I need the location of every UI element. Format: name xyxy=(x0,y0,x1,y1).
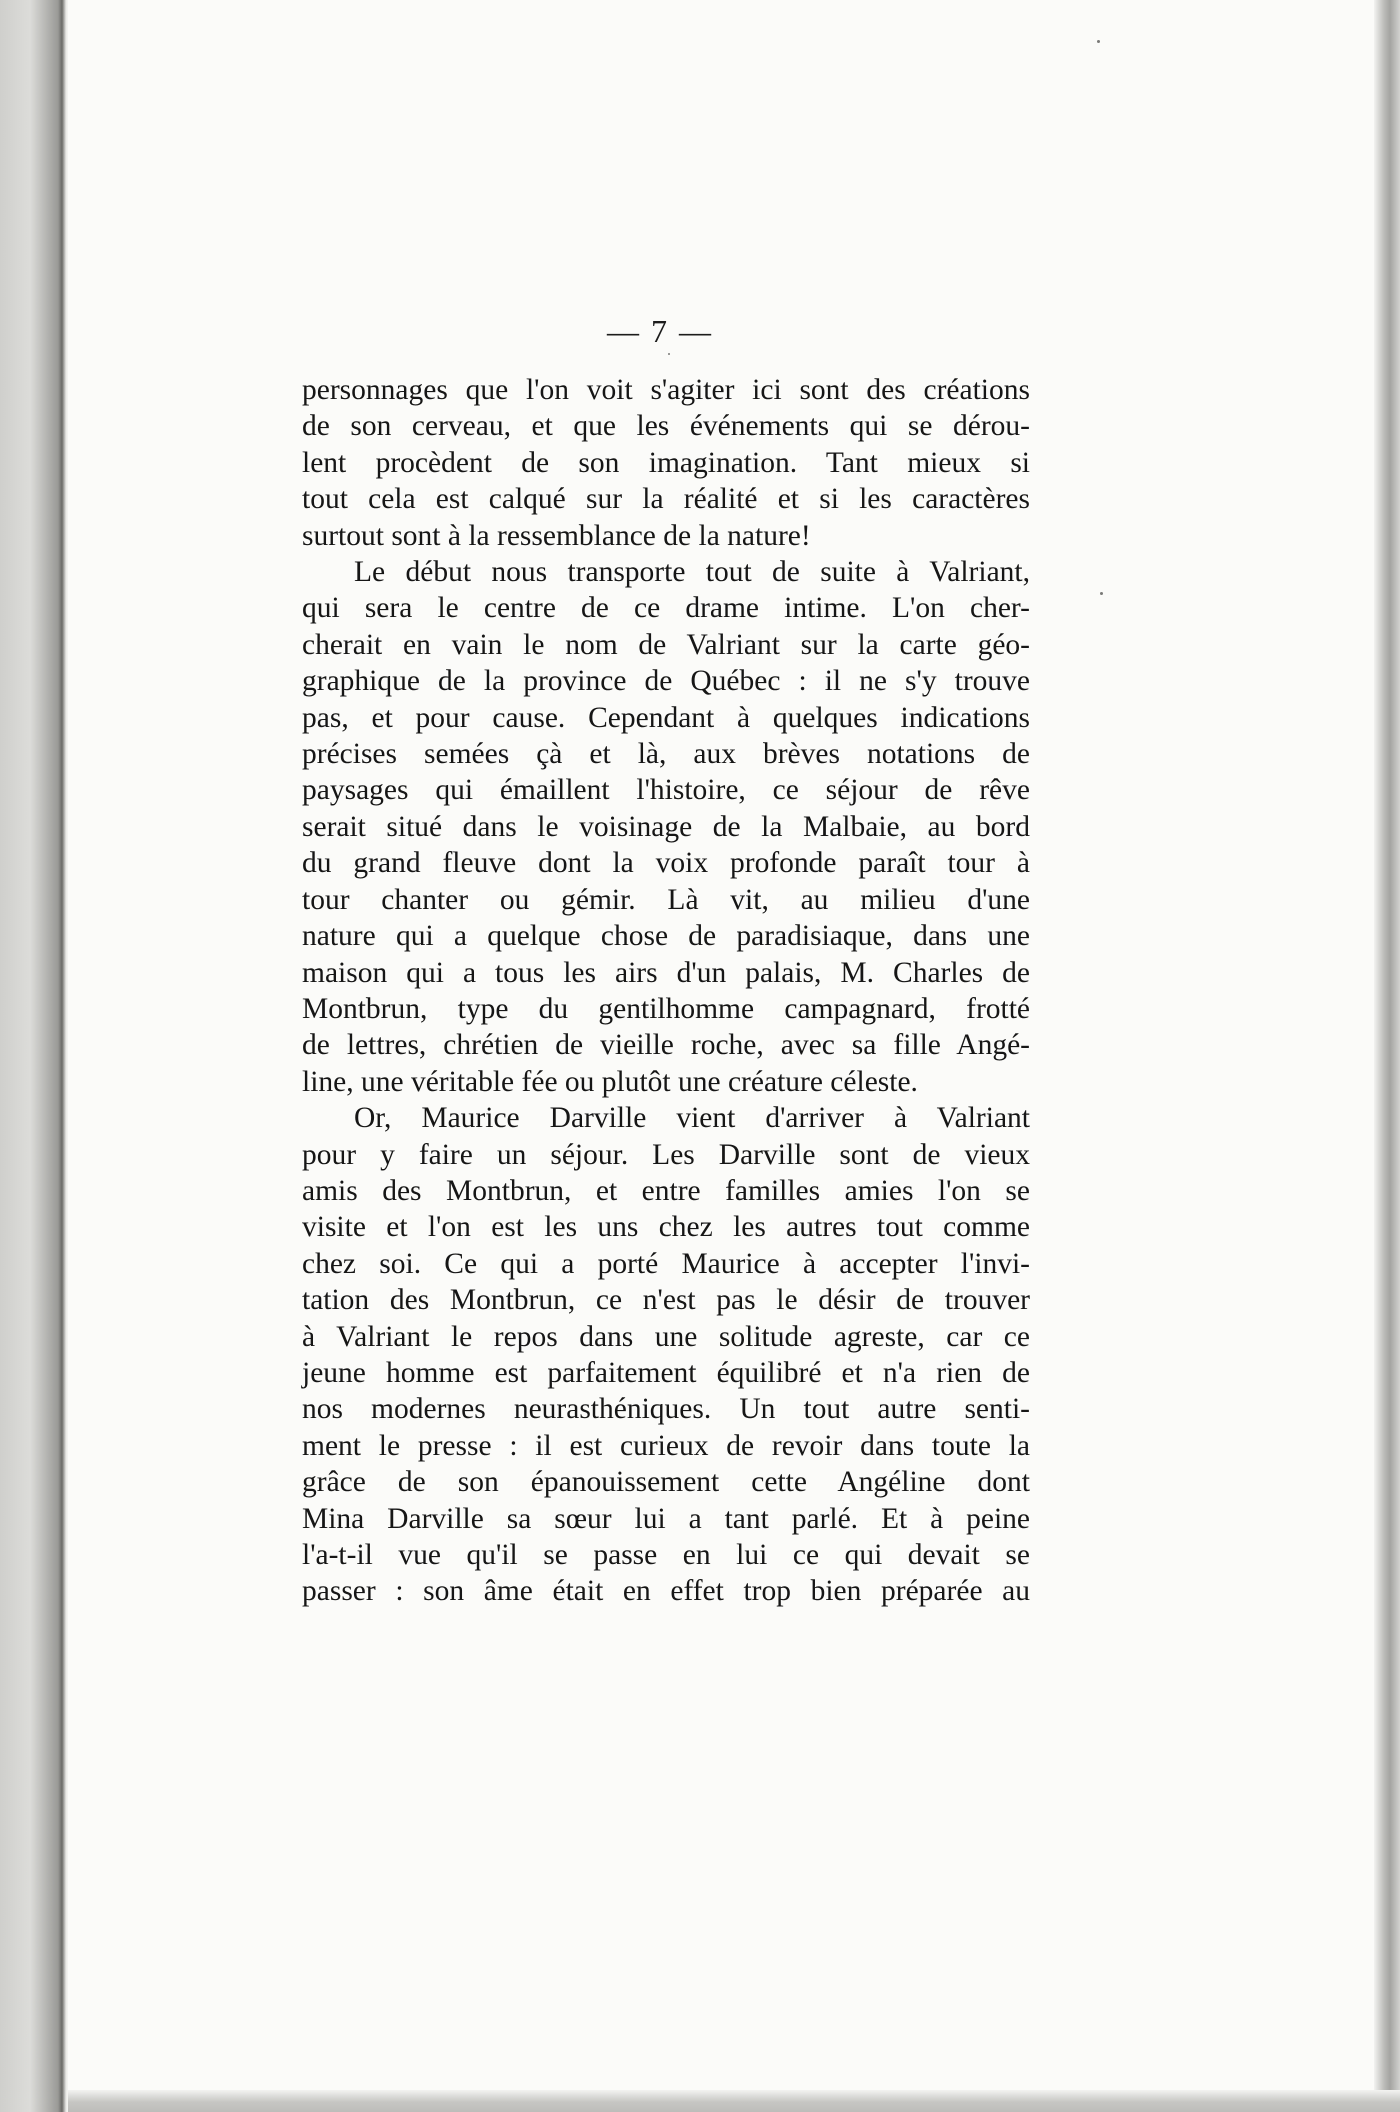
text-line: Mina Darville sa sœur lui a tant parlé. Et à peine xyxy=(302,1502,1030,1535)
text-line: jeune homme est parfaitement équilibré et n'a rien de xyxy=(302,1356,1030,1389)
text-line: nature qui a quelque chose de paradisiaque, dans une xyxy=(302,920,1030,953)
text-line: Montbrun, type du gentilhomme campagnard, frotté xyxy=(302,992,1030,1025)
text-line: paysages qui émaillent l'histoire, ce séjour de rêve xyxy=(302,774,1030,807)
text-line: tation des Montbrun, ce n'est pas le désir de trouver xyxy=(302,1284,1030,1317)
text-line: lent procèdent de son imagination. Tant mieux si xyxy=(302,446,1030,479)
text-line: chez soi. Ce qui a porté Maurice à accepter l'invi- xyxy=(302,1247,1030,1280)
text-line: amis des Montbrun, et entre familles amies l'on se xyxy=(302,1174,1030,1207)
text-line: surtout sont à la ressemblance de la nature! xyxy=(302,519,811,552)
text-line: Le début nous transporte tout de suite à Valriant, xyxy=(354,556,1030,589)
text-line: Or, Maurice Darville vient d'arriver à Valriant xyxy=(354,1102,1030,1135)
text-line: pas, et pour cause. Cependant à quelques indications xyxy=(302,701,1030,734)
text-line: de lettres, chrétien de vieille roche, avec sa fille Angé- xyxy=(302,1029,1030,1062)
text-line: maison qui a tous les airs d'un palais, M. Charles de xyxy=(302,956,1030,989)
text-line: cherait en vain le nom de Valriant sur la carte géo- xyxy=(302,628,1030,661)
page-edge-shadow-right xyxy=(1374,0,1400,2112)
paragraph-1 xyxy=(302,372,1030,554)
scan-speck xyxy=(1100,592,1103,595)
text-line: graphique de la province de Québec : il ne s'y trouve xyxy=(302,665,1030,698)
text-line: l'a-t-il vue qu'il se passe en lui ce qui devait se xyxy=(302,1539,1030,1571)
scan-speck xyxy=(1097,40,1100,43)
text-line: tout cela est calqué sur la réalité et si les caractères xyxy=(302,483,1030,516)
text-line: précises semées çà et là, aux brèves notations de xyxy=(302,738,1030,771)
text-line: nos modernes neurasthéniques. Un tout autre senti- xyxy=(302,1393,1030,1426)
paragraph-2 xyxy=(302,554,1030,1100)
paragraph-3 xyxy=(302,1100,1030,1610)
text-line: personnages que l'on voit s'agiter ici sont des créations xyxy=(302,374,1030,406)
text-line: de son cerveau, et que les événements qui se dérou- xyxy=(302,410,1030,443)
text-line: grâce de son épanouissement cette Angéline dont xyxy=(302,1466,1030,1499)
text-line: du grand fleuve dont la voix profonde paraît tour à xyxy=(302,847,1030,880)
text-line: line, une véritable fée ou plutôt une créature céleste. xyxy=(302,1065,918,1098)
text-line: à Valriant le repos dans une solitude agreste, car ce xyxy=(302,1320,1030,1353)
text-line: visite et l'on est les uns chez les autres tout comme xyxy=(302,1211,1030,1244)
binding-edge xyxy=(0,0,68,2112)
text-line: serait situé dans le voisinage de la Malbaie, au bord xyxy=(302,810,1030,843)
body-text xyxy=(302,372,1030,1610)
page-number: — 7 — xyxy=(607,313,713,349)
text-line: passer : son âme était en effet trop bien préparée au xyxy=(302,1575,1030,1608)
text-line: qui sera le centre de ce drame intime. L'on cher- xyxy=(302,592,1030,625)
scan-speck xyxy=(668,353,670,355)
text-line: tour chanter ou gémir. Là vit, au milieu d'une xyxy=(302,883,1030,916)
text-line: ment le presse : il est curieux de revoir dans toute la xyxy=(302,1429,1030,1462)
page-edge-shadow-bottom xyxy=(68,2090,1400,2112)
text-line: pour y faire un séjour. Les Darville sont de vieux xyxy=(302,1138,1030,1171)
